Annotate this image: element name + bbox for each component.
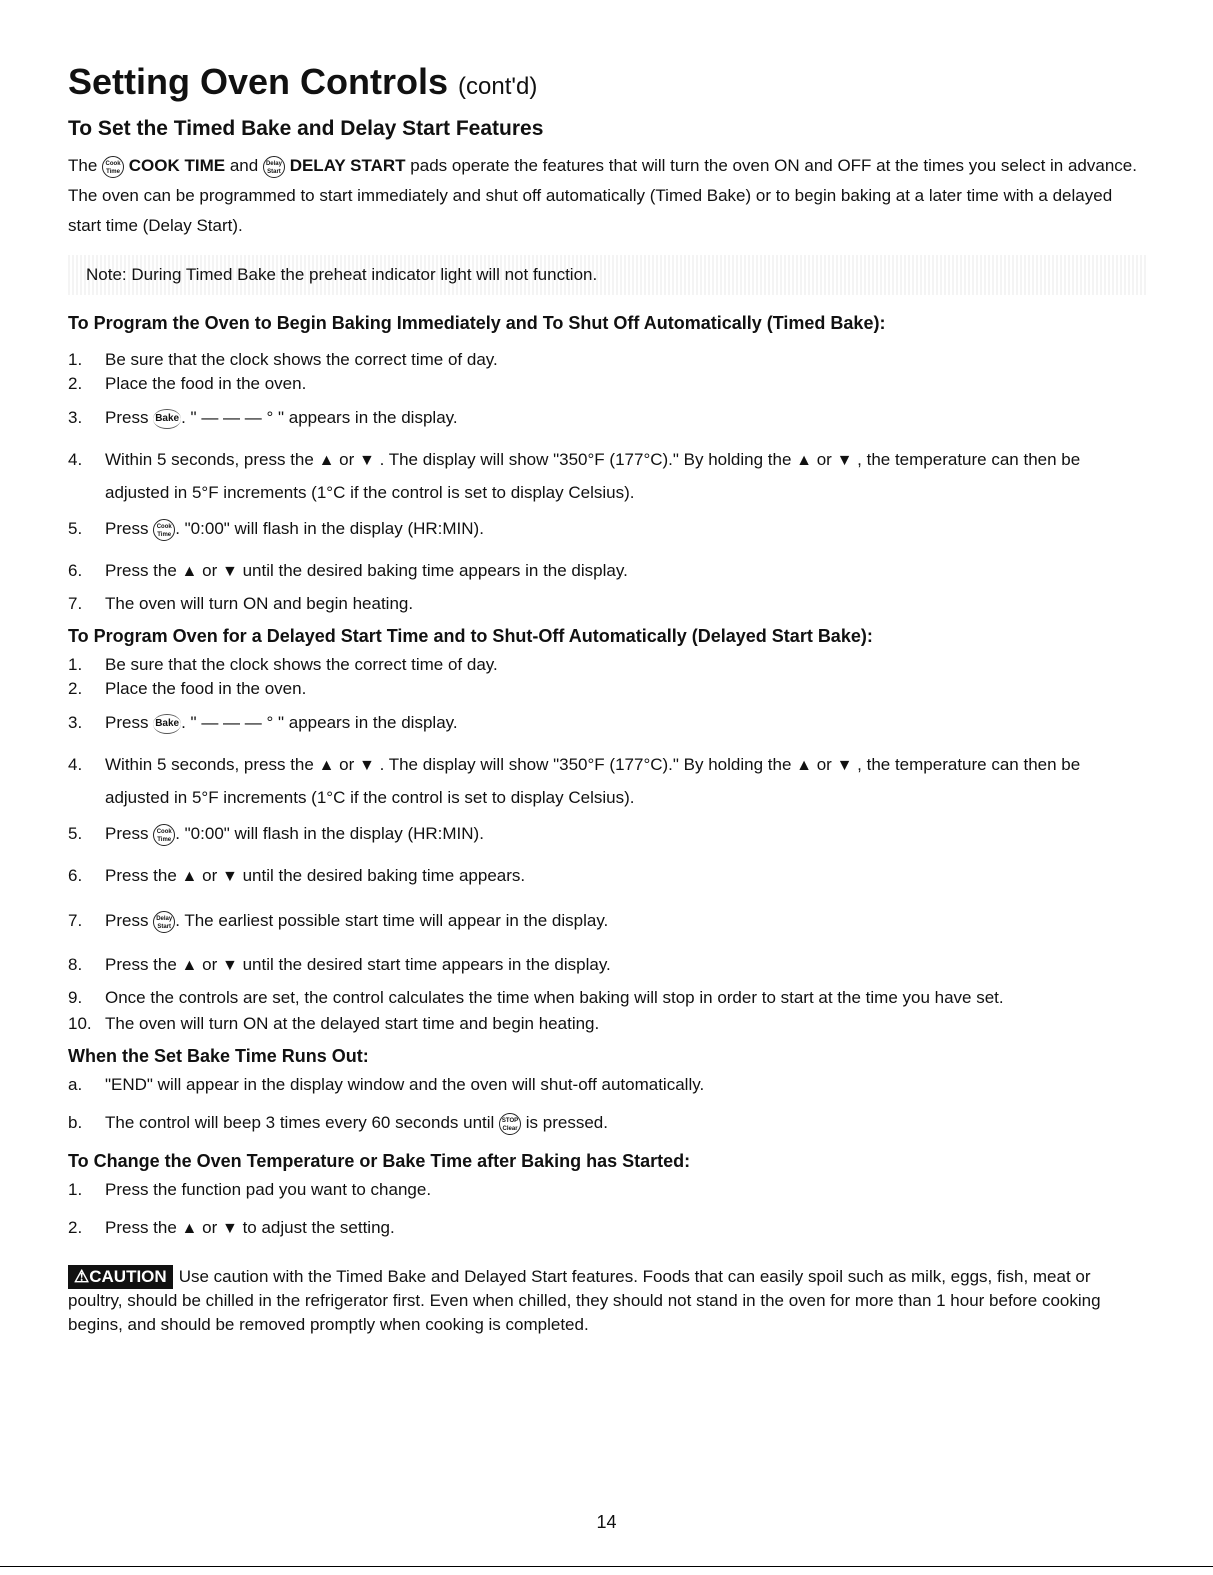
caution-paragraph	[68, 1265, 1148, 1337]
caution-badge: ⚠CAUTION	[68, 1265, 173, 1289]
manual-page	[68, 60, 1148, 1337]
cook-time-pad-icon: Cook Time	[102, 156, 124, 178]
change-heading: To Change the Oven Temperature or Bake Time after Baking has Started:	[68, 1151, 691, 1171]
list-item: 5. Press Cook Time . "0:00" will flash in the display (HR:MIN).	[68, 822, 1148, 846]
runs-out-heading: When the Set Bake Time Runs Out:	[68, 1046, 369, 1066]
list-item: 3. Press Bake . " — — — ° " appears in the display.	[68, 713, 458, 732]
timed-bake-steps	[68, 348, 1148, 616]
intro-the: The	[68, 156, 98, 175]
up-arrow-icon: ▲	[181, 563, 198, 580]
up-arrow-icon: ▲	[796, 452, 812, 469]
list-item: 2. Place the food in the oven.	[68, 374, 307, 393]
cook-time-label: COOK TIME	[128, 156, 226, 175]
page-number: 14	[596, 1512, 617, 1532]
section-title: To Set the Timed Bake and Delay Start Features	[68, 117, 544, 140]
delayed-bake-heading: To Program Oven for a Delayed Start Time and to Shut-Off Automatically (Delayed Start Bake):	[68, 626, 873, 646]
delay-start-pad-icon: Delay Start	[153, 911, 175, 933]
down-arrow-icon: ▼	[221, 1220, 238, 1237]
stop-clear-pad-icon: STOP Clear	[499, 1113, 521, 1135]
down-arrow-icon: ▼	[359, 452, 375, 469]
bake-pad-icon: Bake	[153, 714, 181, 734]
page-title-text: Setting Oven Controls	[68, 61, 449, 102]
intro-rest: pads operate the features that will turn the oven ON and OFF at the times you select in advance. The oven can be programmed to start immediately and shut off automatically (Timed Bake) or to begin baking at a later time with a delayed start time (Delay Start).	[68, 156, 1137, 235]
down-arrow-icon: ▼	[836, 452, 853, 469]
bake-pad-icon: Bake	[153, 409, 181, 429]
list-item: 9. Once the controls are set, the control calculates the time when baking will stop in order to start at the time you have set.	[68, 988, 1004, 1007]
up-arrow-icon: ▲	[181, 957, 198, 974]
up-arrow-icon: ▲	[318, 452, 335, 469]
list-item: b. The control will beep 3 times every 60 seconds until STOP Clear is pressed.	[68, 1111, 1148, 1135]
up-arrow-icon: ▲	[318, 757, 335, 774]
list-item: 5. Press Cook Time . "0:00" will flash in the display (HR:MIN).	[68, 517, 1148, 541]
list-item: 2. Place the food in the oven.	[68, 679, 307, 698]
change-steps	[68, 1178, 1148, 1241]
cook-time-pad-icon: Cook Time	[153, 824, 175, 846]
list-item: 8. Press the ▲ or ▼ until the desired start time appears in the display.	[68, 953, 1148, 978]
list-item: 1. Be sure that the clock shows the correct time of day.	[68, 350, 498, 369]
intro-and: and	[229, 156, 259, 175]
up-arrow-icon: ▲	[181, 868, 198, 885]
up-arrow-icon: ▲	[181, 1220, 198, 1237]
list-item: 4. Within 5 seconds, press the ▲ or ▼ . The display will show "350°F (177°C)." By holding the ▲ or ▼ , the temperature can then be adjusted in 5°F increments (1°C if the control is set to display Celsius).	[68, 749, 1148, 814]
preheat-note: Note: During Timed Bake the preheat indicator light will not function.	[68, 255, 1148, 295]
list-item: 6. Press the ▲ or ▼ until the desired baking time appears.	[68, 864, 1148, 889]
delay-start-label: DELAY START	[289, 156, 406, 175]
list-item: 3. Press Bake . " — — — ° " appears in the display.	[68, 408, 458, 427]
intro-paragraph	[68, 151, 1148, 241]
down-arrow-icon: ▼	[221, 563, 238, 580]
caution-text: Use caution with the Timed Bake and Delayed Start features. Foods that can easily spoil such as milk, eggs, fish, meat or poultry, should be chilled in the refrigerator first. Even when chilled, they should not stand in the oven for more than 1 hour before cooking begins, and should be removed promptly when cooking is completed.	[68, 1267, 1101, 1334]
list-item: 4. Within 5 seconds, press the ▲ or ▼ . The display will show "350°F (177°C)." By holding the ▲ or ▼ , the temperature can then be adjusted in 5°F increments (1°C if the control is set to display Celsius).	[68, 444, 1148, 509]
list-item: 10. The oven will turn ON at the delayed start time and begin heating.	[68, 1014, 600, 1033]
down-arrow-icon: ▼	[221, 868, 238, 885]
list-item: 6. Press the ▲ or ▼ until the desired baking time appears in the display.	[68, 559, 1148, 584]
list-item: 2. Press the ▲ or ▼ to adjust the setting.	[68, 1216, 1148, 1241]
runs-out-steps	[68, 1073, 1148, 1135]
list-item: 7. Press Delay Start . The earliest possible start time will appear in the display.	[68, 909, 1148, 933]
delayed-bake-steps	[68, 653, 1148, 1036]
down-arrow-icon: ▼	[221, 957, 238, 974]
up-arrow-icon: ▲	[796, 757, 812, 774]
list-item: 1. Press the function pad you want to change.	[68, 1180, 432, 1199]
delay-start-pad-icon: Delay Start	[263, 156, 285, 178]
page-title-suffix: (cont'd)	[458, 73, 538, 100]
list-item: a. "END" will appear in the display window and the oven will shut-off automatically.	[68, 1075, 705, 1094]
page-title	[68, 60, 1148, 109]
cook-time-pad-icon: Cook Time	[153, 519, 175, 541]
down-arrow-icon: ▼	[836, 757, 853, 774]
down-arrow-icon: ▼	[359, 757, 375, 774]
bottom-rule	[0, 1566, 1213, 1567]
list-item: 7. The oven will turn ON and begin heating.	[68, 594, 414, 613]
list-item: 1. Be sure that the clock shows the correct time of day.	[68, 655, 498, 674]
timed-bake-heading: To Program the Oven to Begin Baking Immediately and To Shut Off Automatically (Timed Bake):	[68, 313, 886, 333]
